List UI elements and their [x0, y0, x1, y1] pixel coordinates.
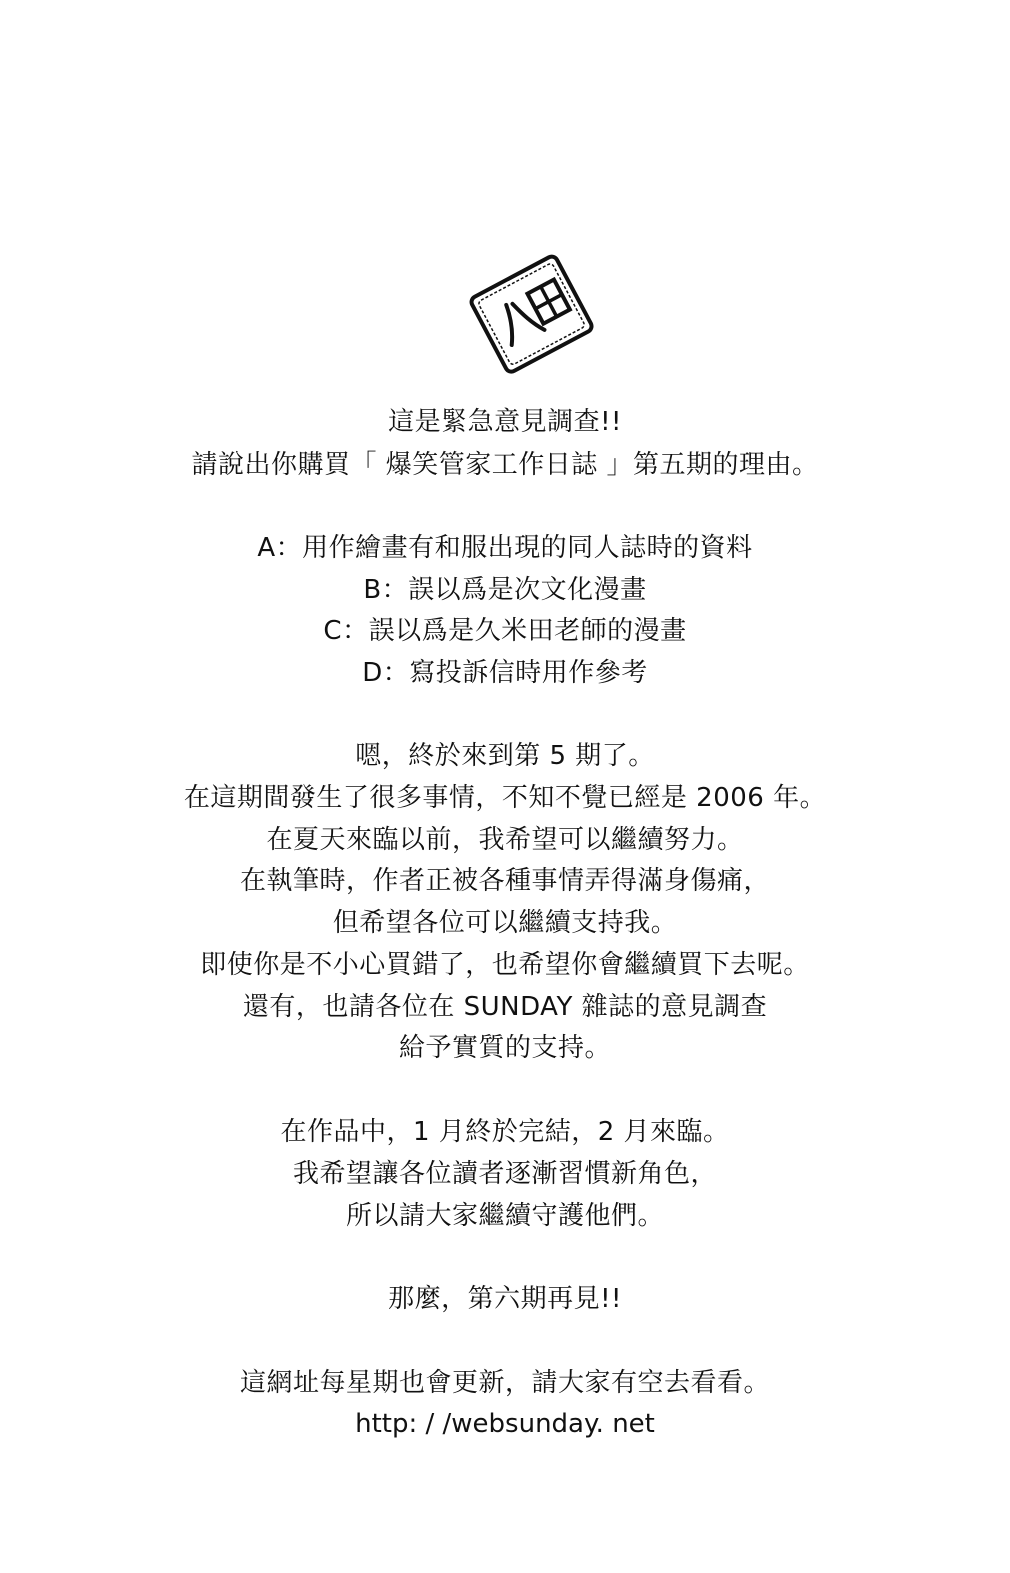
survey-option-b: B：誤以爲是次文化漫畫	[363, 575, 647, 605]
message-line: 所以請大家繼續守護他們。	[345, 1201, 664, 1231]
message-line: 即使你是不小心買錯了，也希望你會繼續買下去呢。	[200, 950, 810, 980]
message-line: 在這期間發生了很多事情，不知不覺已經是 2006 年。	[183, 783, 827, 813]
message-line: 我希望讓各位讀者逐漸習慣新角色，	[292, 1159, 717, 1189]
survey-option-d: D：寫投訴信時用作參考	[362, 658, 648, 688]
message-line: 在執筆時，作者正被各種事情弄得滿身傷痛，	[239, 866, 770, 896]
message-line: 在夏天來臨以前，我希望可以繼續努力。	[266, 825, 744, 855]
farewell-line: 那麼，第六期再見!!	[388, 1284, 622, 1314]
message-line: 還有，也請各位在 SUNDAY 雜誌的意見調查	[242, 992, 768, 1022]
message-line: 給予實質的支持。	[398, 1033, 611, 1063]
survey-heading: 這是緊急意見調查!!	[388, 407, 622, 437]
survey-option-c: C：誤以爲是久米田老師的漫畫	[323, 616, 687, 646]
message-line: 在作品中，1 月終於完結，2 月來臨。	[280, 1117, 730, 1147]
survey-question: 請說出你購買「 爆笑管家工作日誌 」第五期的理由。	[191, 450, 819, 480]
seal-stamp-icon	[462, 250, 602, 380]
website-url[interactable]: http: / /websunday. net	[355, 1409, 655, 1439]
message-line: 但希望各位可以繼續支持我。	[332, 908, 678, 938]
message-line: 嗯，終於來到第 5 期了。	[355, 741, 655, 771]
survey-option-a: A：用作繪畫有和服出現的同人誌時的資料	[257, 533, 753, 563]
website-note: 這網址每星期也會更新，請大家有空去看看。	[239, 1368, 770, 1398]
